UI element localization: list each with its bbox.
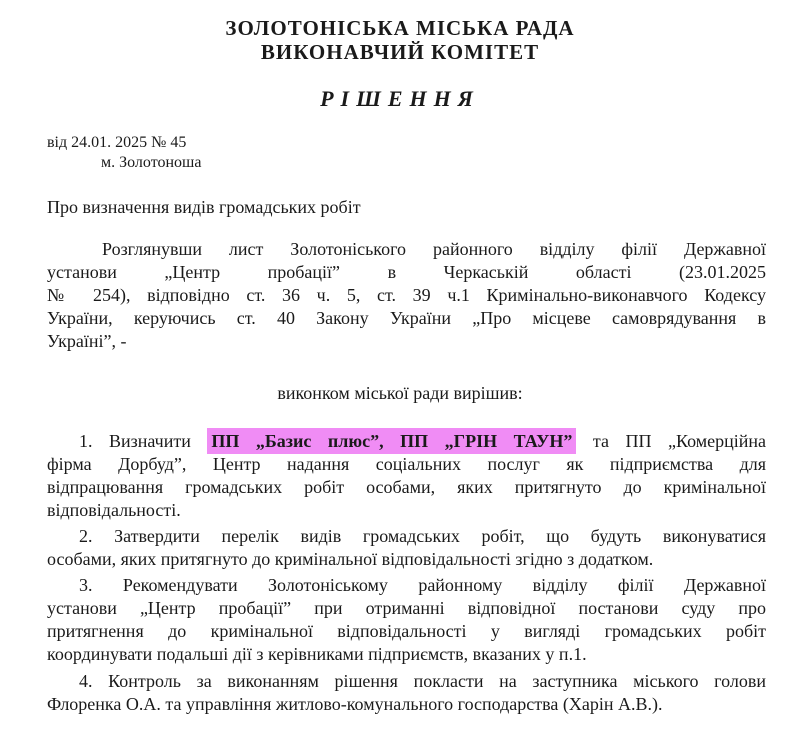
item-3-line: 3. Рекомендувати Золотоніському районному відділу філії Державної (79, 575, 766, 595)
intro-line: України, керуючись ст. 40 Закону України „Про місцеве самоврядування в (47, 308, 766, 328)
item-2-line: особами, яких притягнуто до кримінальної відповідальності згідно з додатком. (47, 549, 654, 569)
item-1-first-line (47, 430, 766, 453)
committee-name: ВИКОНАВЧИЙ КОМІТЕТ (260, 40, 540, 64)
decision-phrase: виконком міської ради вирішив: (277, 383, 523, 403)
item-4-line: Флоренка О.А. та управління житлово-комунального господарства (Харін А.В.). (47, 694, 663, 714)
item-1-line: фірма Дорбуд”, Центр надання соціальних послуг як підприємства для (47, 454, 766, 474)
item-2-line: 2. Затвердити перелік видів громадських робіт, що будуть виконуватися (79, 526, 766, 546)
city-name: м. Золотоноша (101, 154, 202, 171)
item-3-line: установи „Центр пробації” при отриманні відповідної постанови суду про (47, 598, 766, 618)
item-4-line: 4. Контроль за виконанням рішення покласти на заступника міського голови (79, 671, 766, 691)
intro-line: установи „Центр пробації” в Черкаській області (23.01.2025 (47, 262, 766, 282)
document-type-title: РІШЕННЯ (320, 86, 480, 111)
item-3 (47, 574, 766, 666)
item-1-line: відпрацювання громадських робіт особами, яких притягнуто до кримінальної (47, 477, 766, 497)
intro-line: Україні”, - (47, 331, 127, 351)
item-4 (47, 670, 766, 716)
item-3-line: притягнення до кримінальної відповідальності у вигляді громадських робіт (47, 621, 766, 641)
intro-line: Розглянувши лист Золотоніського районного відділу філії Державної (102, 239, 766, 259)
date-and-number: від 24.01. 2025 № 45 (47, 134, 187, 151)
item-2 (47, 525, 766, 571)
decision-subject: Про визначення видів громадських робіт (47, 197, 361, 217)
intro-paragraph (47, 238, 766, 353)
item-3-line: координувати подальші дії з керівниками підприємств, вказаних у п.1. (47, 644, 587, 664)
intro-line: № 254), відповідно ст. 36 ч. 5, ст. 39 ч.1 Кримінально-виконавчого Кодексу (47, 285, 766, 305)
highlighted-enterprises: ПП „Базис плюс”, ПП „ГРІН ТАУН” (207, 428, 576, 454)
item-1-prefix: 1. Визначити (79, 431, 191, 451)
item-1 (47, 430, 766, 522)
item-1-line: відповідальності. (47, 500, 181, 520)
item-1-suffix: та ПП „Комерційна (592, 431, 767, 451)
council-name: ЗОЛОТОНІСЬКА МІСЬКА РАДА (225, 16, 575, 40)
